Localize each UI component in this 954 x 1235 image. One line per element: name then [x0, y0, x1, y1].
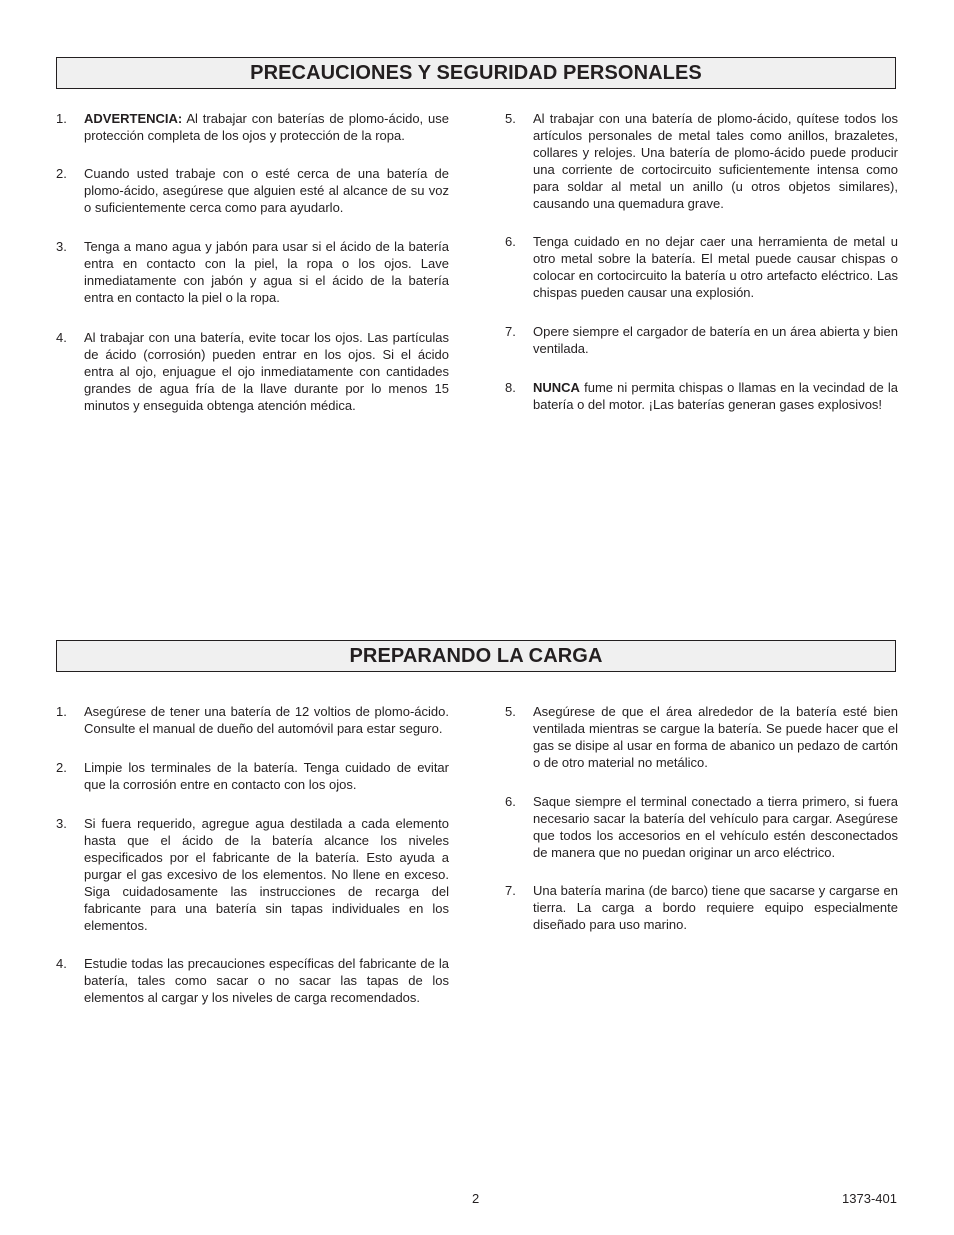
item-number: 2. — [56, 760, 67, 775]
item-number: 1. — [56, 704, 67, 719]
list-item — [505, 882, 898, 933]
list-item — [56, 703, 449, 737]
list-item — [505, 233, 898, 301]
list-item — [505, 323, 898, 357]
list-item — [505, 793, 898, 861]
item-number: 6. — [505, 794, 516, 809]
item-text: Al trabajar con baterías de plomo-ácido, use protección completa de los ojos y protección de la ropa. — [84, 111, 449, 143]
item-number: 7. — [505, 883, 516, 898]
item-text: Una batería marina (de barco) tiene que sacarse y cargarse en tierra. La carga a bordo requiere equipo especialmente diseñado para uso marino. — [533, 883, 898, 932]
item-text: fume ni permita chispas o llamas en la vecindad de la batería o del motor. ¡Las baterías generan gases explosivos! — [533, 380, 898, 412]
list-item — [505, 110, 898, 212]
item-text: Cuando usted trabaje con o esté cerca de una batería de plomo-ácido, asegúrese que alguien esté al alcance de su voz o suficientemente cerca como para ayudarlo. — [84, 166, 449, 215]
item-text: Saque siempre el terminal conectado a tierra primero, si fuera necesario sacar la batería del vehículo para cargar. Asegúrese que todos los accesorios en el vehículo estén desconectados de manera que no puedan originar un arco eléctrico. — [533, 794, 898, 860]
list-item — [56, 165, 449, 216]
item-text: Estudie todas las precauciones específicas del fabricante de la batería, tales como sacar o no sacar las tapas de los elementos al cargar y los niveles de carga recomendados. — [84, 956, 449, 1005]
list-item — [56, 759, 449, 793]
item-number: 5. — [505, 704, 516, 719]
item-number: 5. — [505, 111, 516, 126]
section-title: PREPARANDO LA CARGA — [349, 644, 603, 667]
item-number: 1. — [56, 111, 67, 126]
document-number: 1373-401 — [842, 1191, 897, 1206]
item-text: Si fuera requerido, agregue agua destilada a cada elemento hasta que el ácido de la batería alcance los niveles especificados por el fabricante de la batería. Esto ayuda a purgar el gas excesivo de los elementos. No llene en exceso. Siga cuidadosamente las instrucciones de recarga del fabricante para una batería sin tapas individuales en los elementos. — [84, 816, 449, 933]
item-text: Opere siempre el cargador de batería en un área abierta y bien ventilada. — [533, 324, 898, 356]
section-header-precautions — [56, 57, 896, 89]
section-header-charging-prep — [56, 640, 896, 672]
item-text: Asegúrese de que el área alrededor de la batería esté bien ventilada mientras se cargue la batería. Se puede hacer que el gas se disipe al usar en forma de abanico un pedazo de cartón o de otro material no metálico. — [533, 704, 898, 770]
item-text: Tenga cuidado en no dejar caer una herramienta de metal u otro metal sobre la batería. El metal puede causar chispas o colocar en cortocircuito la batería u otro artefacto eléctrico. Las chispas pueden causar una explosión. — [533, 234, 898, 300]
list-item — [56, 238, 449, 306]
item-number: 3. — [56, 239, 67, 254]
item-number: 7. — [505, 324, 516, 339]
section-title: PRECAUCIONES Y SEGURIDAD PERSONALES — [250, 61, 702, 84]
list-item — [505, 379, 898, 413]
list-item — [56, 329, 449, 414]
list-item — [56, 815, 449, 934]
item-text: Al trabajar con una batería de plomo-ácido, quítese todos los artículos personales de metal tales como anillos, brazaletes, collares y relojes. Una batería de plomo-ácido puede producir una corriente de cortocircuito suficientemente intensa como para soldar al metal un anillo (u otros objetos similares), causando una quemadura grave. — [533, 111, 898, 211]
list-item — [56, 110, 449, 144]
item-number: 4. — [56, 330, 67, 345]
item-number: 2. — [56, 166, 67, 181]
item-text: Asegúrese de tener una batería de 12 voltios de plomo-ácido. Consulte el manual de dueño del automóvil para estar seguro. — [84, 704, 449, 736]
item-number: 6. — [505, 234, 516, 249]
page-number: 2 — [472, 1191, 480, 1206]
list-item — [56, 955, 449, 1006]
item-text: Al trabajar con una batería, evite tocar los ojos. Las partículas de ácido (corrosión) pueden entrar en los ojos. Si el ácido entra al ojo, enjuague el ojo inmediatamente con cantidades grandes de agua fría de la llave durante por lo menos 15 minutos y enseguida obtenga atención médica. — [84, 330, 449, 413]
item-lead: ADVERTENCIA: — [84, 111, 183, 126]
list-item — [505, 703, 898, 771]
item-text: Limpie los terminales de la batería. Tenga cuidado de evitar que la corrosión entre en contacto con los ojos. — [84, 760, 449, 792]
item-number: 4. — [56, 956, 67, 971]
item-text: Tenga a mano agua y jabón para usar si el ácido de la batería entra en contacto con la piel, la ropa o los ojos. Lave inmediatamente con jabón y agua si el ácido de la batería entra en contacto la piel o la ropa. — [84, 239, 449, 305]
item-number: 8. — [505, 380, 516, 395]
item-number: 3. — [56, 816, 67, 831]
item-lead: NUNCA — [533, 380, 580, 395]
